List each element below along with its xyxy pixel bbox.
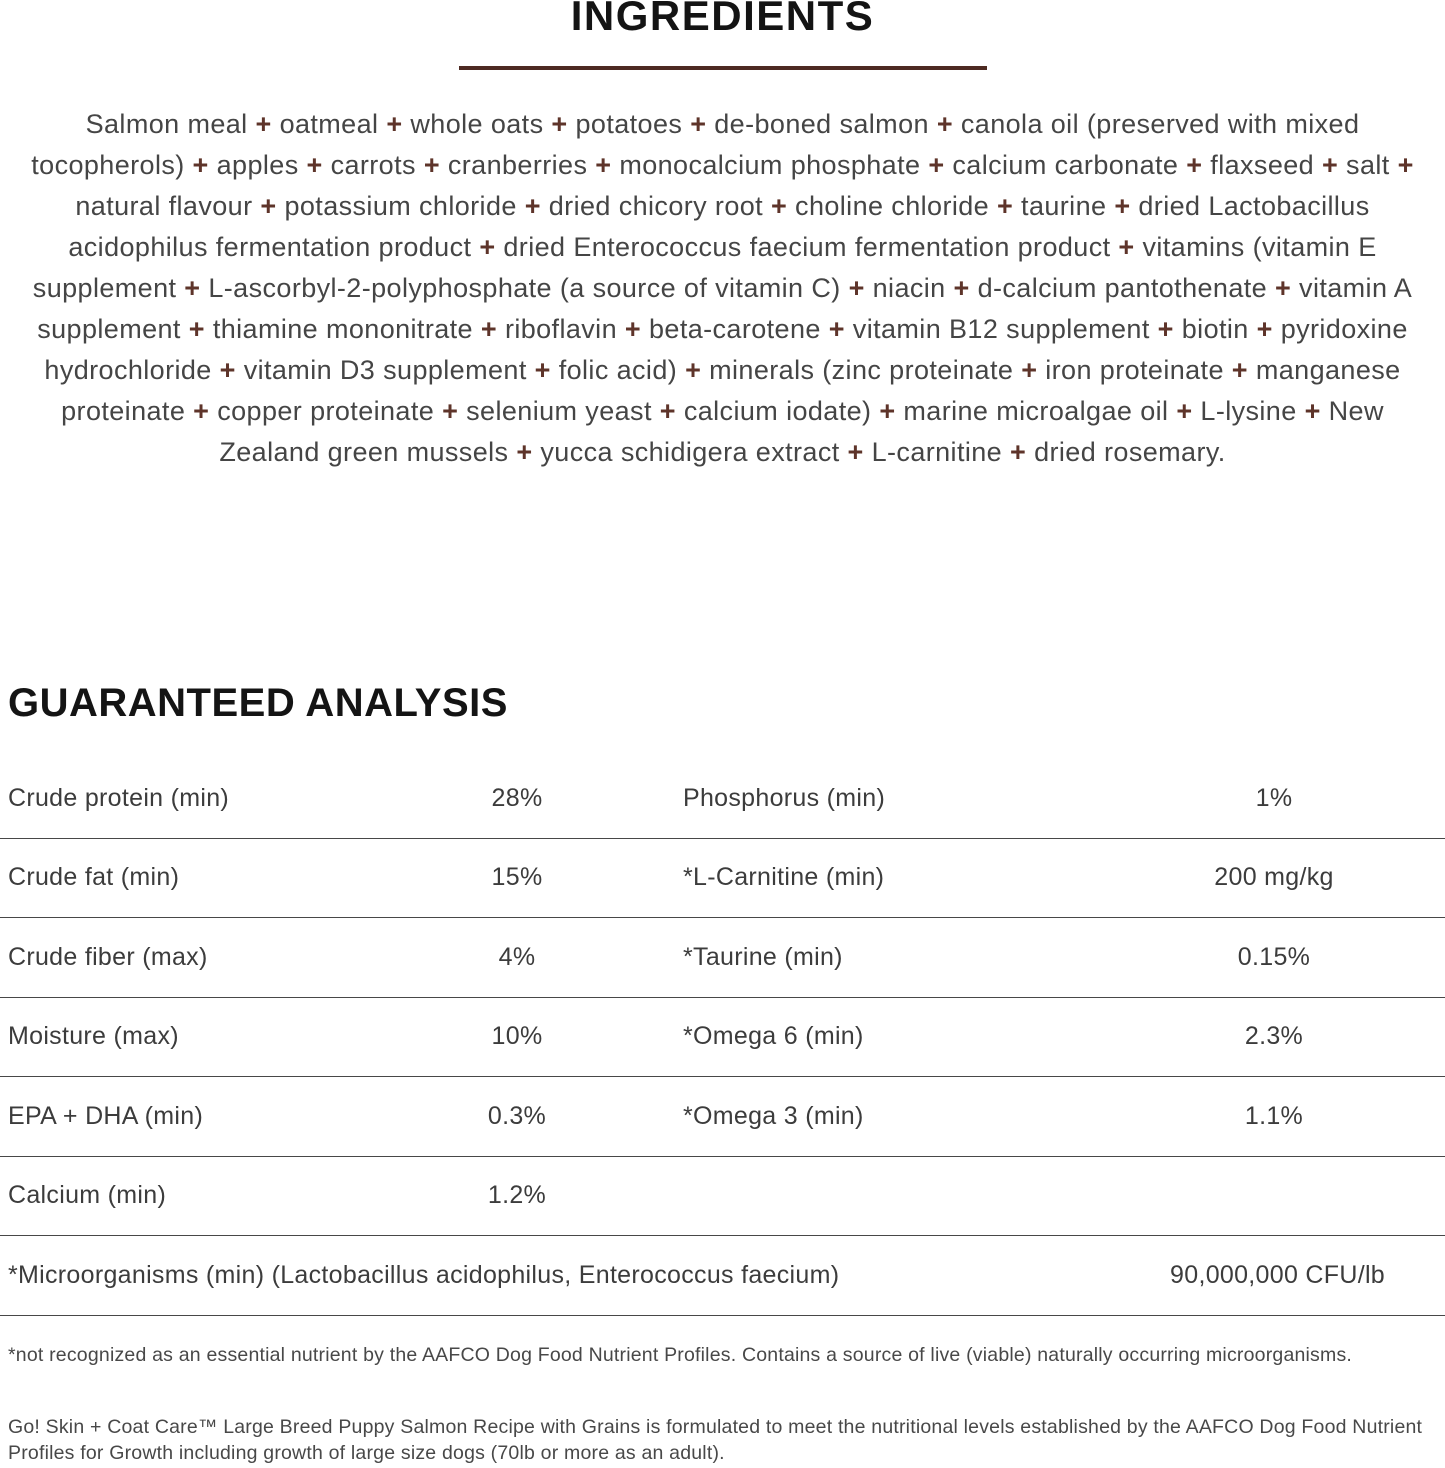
ingredient-item: L-ascorbyl-2-polyphosphate (a source of vitamin C)	[208, 273, 841, 303]
ingredient-item: iron proteinate	[1045, 355, 1224, 385]
plus-separator: +	[1114, 191, 1131, 221]
plus-separator: +	[770, 191, 788, 221]
ingredient-item: minerals (zinc proteinate	[709, 355, 1014, 385]
analysis-label: Crude fat (min)	[8, 863, 180, 892]
plus-separator: +	[1321, 150, 1339, 180]
plus-separator: +	[685, 355, 702, 385]
analysis-row	[0, 1077, 1445, 1157]
analysis-row	[0, 918, 1445, 998]
plus-separator: +	[260, 191, 277, 221]
plus-separator: +	[534, 355, 551, 385]
plus-separator: +	[192, 150, 209, 180]
ingredients-title: INGREDIENTS	[570, 0, 875, 39]
ingredient-item: selenium yeast	[466, 396, 652, 426]
analysis-label: Crude protein (min)	[8, 783, 230, 812]
analysis-label: *Taurine (min)	[683, 942, 843, 971]
plus-separator: +	[1304, 396, 1321, 426]
ingredient-item: monocalcium phosphate	[619, 150, 921, 180]
ingredient-item: de-boned salmon	[714, 109, 929, 139]
analysis-value: 200 mg/kg	[1214, 863, 1334, 892]
footnote-formulation-statement: Go! Skin + Coat Care™ Large Breed Puppy Salmon Recipe with Grains is formulated to meet the nutritional levels established by the AAFCO Dog Food Nutrient Profiles for Growth including growth of large size dogs (70lb or more as an adult).	[8, 1415, 1423, 1464]
analysis-label: EPA + DHA (min)	[8, 1101, 204, 1130]
analysis-row	[0, 998, 1445, 1078]
plus-separator: +	[690, 109, 707, 139]
plus-separator: +	[624, 314, 642, 344]
analysis-label: *Omega 6 (min)	[683, 1022, 864, 1051]
plus-separator: +	[828, 314, 845, 344]
ingredient-item: salt	[1346, 150, 1390, 180]
ingredient-item: biotin	[1181, 314, 1249, 344]
ingredient-item: beta-carotene	[648, 314, 821, 344]
ingredient-item: thiamine mononitrate	[212, 314, 473, 344]
plus-separator: +	[423, 150, 440, 180]
ingredient-item: vitamin B12 supplement	[852, 314, 1150, 344]
ingredient-item: choline chloride	[795, 191, 990, 221]
plus-separator: +	[936, 109, 953, 139]
plus-separator: +	[1256, 314, 1273, 344]
analysis-value: 1.1%	[1244, 1101, 1304, 1130]
ingredient-item: taurine	[1021, 191, 1107, 221]
ingredient-item: L-carnitine	[871, 437, 1003, 467]
ingredient-item: whole oats	[410, 109, 544, 139]
ingredient-item: calcium carbonate	[952, 150, 1179, 180]
ingredient-item: vitamins (vitamin E supplement	[32, 232, 1377, 303]
plus-separator: +	[928, 150, 945, 180]
ingredient-item: yucca schidigera extract	[540, 437, 840, 467]
analysis-row	[0, 839, 1445, 919]
plus-separator: +	[1397, 150, 1414, 180]
ingredient-item: potassium chloride	[284, 191, 517, 221]
plus-separator: +	[1176, 396, 1193, 426]
footnote-aafco-nutrient: *not recognized as an essential nutrient by the AAFCO Dog Food Nutrient Profiles. Contains a source of live (viable) naturally occurring microorganisms.	[8, 1343, 1353, 1366]
plus-separator: +	[255, 109, 272, 139]
ingredient-item: potatoes	[575, 109, 683, 139]
analysis-label: Calcium (min)	[8, 1181, 167, 1210]
plus-separator: +	[879, 396, 896, 426]
plus-separator: +	[1157, 314, 1174, 344]
analysis-label: Moisture (max)	[8, 1022, 179, 1051]
ingredient-item: marine microalgae oil	[903, 396, 1169, 426]
ingredient-item: apples	[216, 150, 299, 180]
ingredient-item: pyridoxine hydrochloride	[44, 314, 1408, 385]
analysis-value: 2.3%	[1244, 1022, 1304, 1051]
ingredient-item: L-lysine	[1200, 396, 1297, 426]
analysis-label: *L-Carnitine (min)	[683, 863, 885, 892]
analysis-row	[0, 759, 1445, 839]
ingredient-item: dried Lactobacillus acidophilus fermentation product	[68, 191, 1370, 262]
plus-separator: +	[848, 273, 865, 303]
plus-separator: +	[188, 314, 205, 344]
plus-separator: +	[524, 191, 541, 221]
guaranteed-analysis-table	[0, 759, 1445, 1316]
ingredient-item: canola oil (preserved with mixed tocopherols)	[31, 109, 1360, 180]
ingredient-item: dried chicory root	[548, 191, 764, 221]
plus-separator: +	[551, 109, 568, 139]
ingredients-paragraph	[11, 104, 1435, 473]
ingredient-item: New Zealand green mussels	[219, 396, 1384, 467]
ingredient-item: oatmeal	[279, 109, 379, 139]
plus-separator: +	[516, 437, 533, 467]
plus-separator: +	[1186, 150, 1203, 180]
ingredient-item: vitamin D3 supplement	[243, 355, 527, 385]
plus-separator: +	[1274, 273, 1292, 303]
analysis-value: 4%	[498, 942, 536, 971]
plus-separator: +	[184, 273, 201, 303]
plus-separator: +	[386, 109, 403, 139]
ingredient-item: d-calcium pantothenate	[977, 273, 1268, 303]
ingredient-item: copper proteinate	[217, 396, 435, 426]
ingredient-item: carrots	[330, 150, 416, 180]
title-underline-rule	[459, 66, 987, 70]
analysis-label: *Omega 3 (min)	[683, 1101, 864, 1130]
analysis-value: 15%	[491, 863, 543, 892]
plus-separator: +	[1118, 232, 1135, 262]
ingredient-item: vitamin A supplement	[37, 273, 1413, 344]
analysis-value: 1.2%	[487, 1181, 547, 1210]
ingredient-item: folic acid)	[558, 355, 678, 385]
analysis-label: *Microorganisms (min) (Lactobacillus acidophilus, Enterococcus faecium)	[8, 1260, 840, 1289]
plus-separator: +	[953, 273, 970, 303]
analysis-value: 0.15%	[1237, 942, 1311, 971]
plus-separator: +	[479, 232, 496, 262]
ingredient-item: flaxseed	[1210, 150, 1315, 180]
ingredient-item: riboflavin	[504, 314, 617, 344]
ingredient-item: Salmon meal	[85, 109, 248, 139]
ingredient-item: calcium iodate)	[683, 396, 872, 426]
plus-separator: +	[847, 437, 864, 467]
guaranteed-analysis-heading: GUARANTEED ANALYSIS	[8, 681, 508, 725]
plus-separator: +	[480, 314, 498, 344]
analysis-value: 10%	[491, 1022, 543, 1051]
analysis-value: 28%	[491, 783, 543, 812]
plus-separator: +	[996, 191, 1014, 221]
ingredient-item: dried Enterococcus faecium fermentation product	[503, 232, 1111, 262]
plus-separator: +	[1021, 355, 1038, 385]
plus-separator: +	[442, 396, 459, 426]
analysis-row	[0, 1157, 1445, 1237]
ingredient-item: manganese proteinate	[61, 355, 1401, 426]
plus-separator: +	[306, 150, 323, 180]
ingredient-item: niacin	[872, 273, 946, 303]
ingredient-item: dried rosemary.	[1034, 437, 1226, 467]
analysis-row-microorganisms	[0, 1236, 1445, 1316]
plus-separator: +	[1010, 437, 1027, 467]
plus-separator: +	[219, 355, 236, 385]
plus-separator: +	[193, 396, 210, 426]
analysis-label: Phosphorus (min)	[683, 783, 886, 812]
analysis-value: 1%	[1255, 783, 1293, 812]
plus-separator: +	[1231, 355, 1248, 385]
plus-separator: +	[595, 150, 612, 180]
plus-separator: +	[659, 396, 676, 426]
ingredient-item: natural flavour	[75, 191, 253, 221]
ingredient-item: cranberries	[447, 150, 588, 180]
analysis-label: Crude fiber (max)	[8, 942, 208, 971]
analysis-value: 0.3%	[487, 1101, 547, 1130]
analysis-value: 90,000,000 CFU/lb	[1170, 1260, 1385, 1289]
